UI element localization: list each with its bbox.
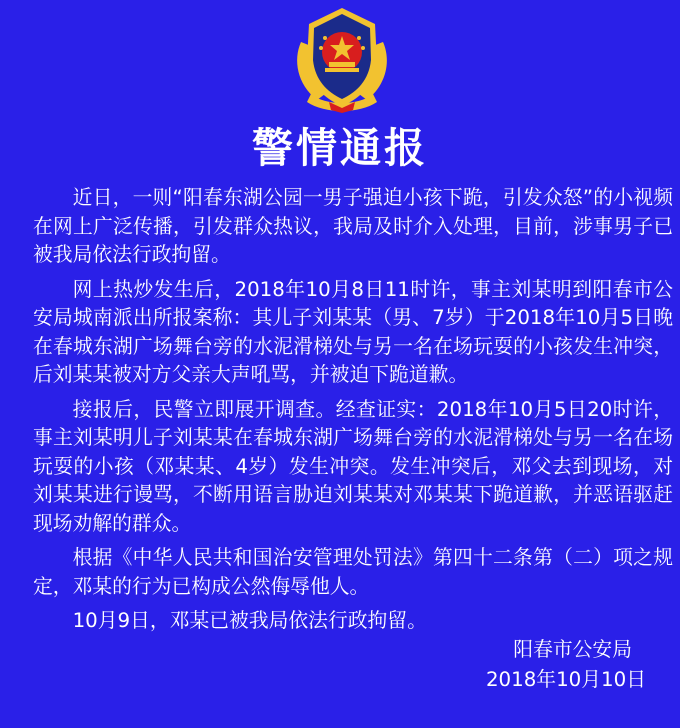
document-body — [33, 184, 673, 642]
paragraph-2: 网上热炒发生后，2018年10月8日11时许，事主刘某明到阳春市公安局城南派出所报案称：其儿子刘某某（男、7岁）于2018年10月5日晚在春城东湖广场舞台旁的水泥滑梯处与另一名在场玩耍的小孩发生冲突，后刘某某被对方父亲大声吼骂，并被迫下跪道歉。 — [33, 277, 673, 386]
paragraph-4: 根据《中华人民共和国治安管理处罚法》第四十二条第（二）项之规定，邓某的行为已构成公然侮辱他人。 — [33, 546, 673, 598]
police-emblem-icon — [287, 2, 397, 114]
document-title: 警情通报 — [252, 124, 428, 172]
paragraph-3: 接报后，民警立即展开调查。经查证实：2018年10月5日20时许，事主刘某明儿子刘某某在春城东湖广场舞台旁的水泥滑梯处与另一名在场玩耍的小孩（邓某某、4岁）发生冲突。发生冲突后，邓父去到现场，对刘某某进行谩骂，不断用语言胁迫刘某某对邓某某下跪道歉，并恶语驱赶现场劝解的群众。 — [33, 397, 673, 535]
signature-date: 2018年10月10日 — [485, 668, 646, 691]
signature-organization: 阳春市公安局 — [513, 638, 632, 661]
paragraph-5: 10月9日，邓某已被我局依法行政拘留。 — [72, 609, 427, 632]
paragraph-1: 近日，一则“阳春东湖公园一男子强迫小孩下跪，引发众怒”的小视频在网上广泛传播，引发群众热议，我局及时介入处理，目前，涉事男子已被我局依法行政拘留。 — [33, 186, 673, 266]
